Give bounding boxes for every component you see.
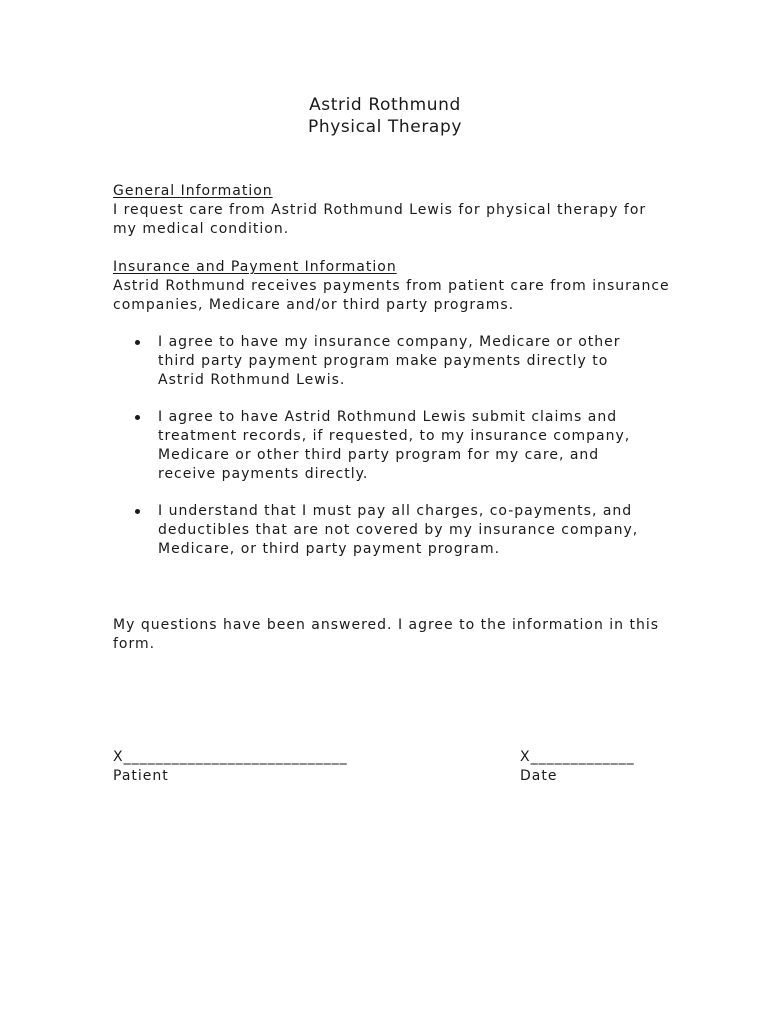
list-item	[113, 408, 648, 484]
date-signature-block	[520, 748, 635, 786]
practitioner-name: Astrid Rothmund	[309, 95, 461, 115]
consent-item-text: I agree to have my insurance company, Medicare or other third party payment program make payments directly to Astrid Rothmund Lewis.	[158, 334, 621, 388]
consent-item-text: I agree to have Astrid Rothmund Lewis submit claims and treatment records, if requested, to my insurance company, Medicare or other third party program for my care, and receive payments directly.	[158, 409, 631, 482]
insurance-text: Astrid Rothmund receives payments from patient care from insurance companies, Medicare and/or third party programs.	[113, 278, 670, 313]
list-item	[113, 333, 648, 390]
insurance-heading: Insurance and Payment Information	[113, 259, 397, 275]
date-signature-line[interactable]: X_____________	[520, 749, 635, 765]
list-item	[113, 502, 648, 559]
date-label: Date	[520, 768, 558, 784]
patient-label: Patient	[113, 768, 169, 784]
practice-type: Physical Therapy	[307, 117, 463, 137]
consent-item-text: I understand that I must pay all charges, co-payments, and deductibles that are not covered by my insurance company, Medicare, or third party payment program.	[158, 503, 639, 557]
general-information-heading: General Information	[113, 183, 273, 199]
patient-signature-block	[113, 748, 348, 786]
document-header	[0, 94, 770, 138]
bullet-icon	[135, 509, 140, 514]
general-information-text: I request care from Astrid Rothmund Lewis for physical therapy for my medical condition.	[113, 202, 647, 237]
bullet-icon	[135, 415, 140, 420]
agreement-statement: My questions have been answered. I agree to the information in this form.	[113, 617, 660, 652]
patient-signature-line[interactable]: X____________________________	[113, 749, 348, 765]
consent-bullet-list	[113, 333, 673, 577]
bullet-icon	[135, 340, 140, 345]
